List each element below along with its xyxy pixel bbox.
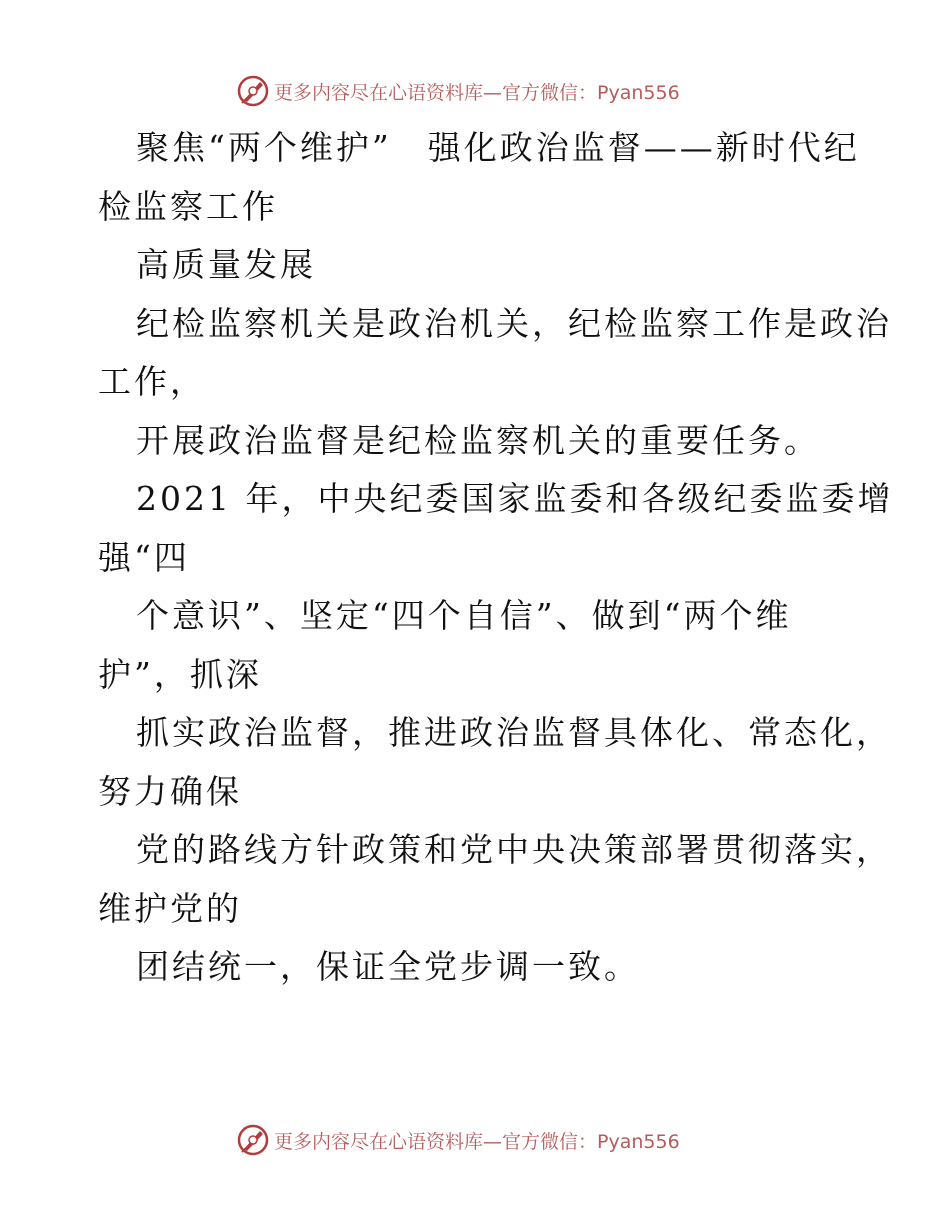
text-line: 纪检监察机关是政治机关，纪检监察工作是政治	[136, 303, 892, 343]
quill-logo-icon	[236, 74, 270, 108]
footer-watermark-text: 更多内容尽在心语资料库—官方微信：Pyan556	[274, 1130, 680, 1153]
text-line: 护”，抓深	[98, 654, 262, 694]
text-line: 个意识”、坚定“四个自信”、做到“两个维	[136, 596, 792, 635]
text-line: 检监察工作	[98, 186, 278, 226]
header-watermark-text: 更多内容尽在心语资料库—官方微信：Pyan556	[274, 81, 680, 104]
text-line: 强“四	[98, 537, 190, 577]
text-line: 团结统一，保证全党步调一致。	[136, 947, 640, 986]
text-line: 高质量发展	[136, 245, 316, 284]
quill-logo-icon	[236, 1123, 270, 1157]
text-line: 维护党的	[98, 888, 242, 928]
text-line: 党的路线方针政策和党中央决策部署贯彻落实，	[136, 830, 892, 869]
text-line: 开展政治监督是纪检监察机关的重要任务。	[136, 420, 820, 460]
text-line: 抓实政治监督，推进政治监督具体化、常态化，	[136, 713, 892, 752]
header-watermark	[236, 74, 680, 108]
text-line: 努力确保	[98, 771, 242, 811]
text-line: 工作，	[98, 362, 206, 401]
text-line: 聚焦“两个维护” 强化政治监督——新时代纪	[136, 128, 860, 167]
footer-watermark	[236, 1123, 680, 1157]
text-line: 2021 年，中央纪委国家监委和各级纪委监委增	[136, 479, 894, 518]
document-body	[98, 119, 894, 997]
